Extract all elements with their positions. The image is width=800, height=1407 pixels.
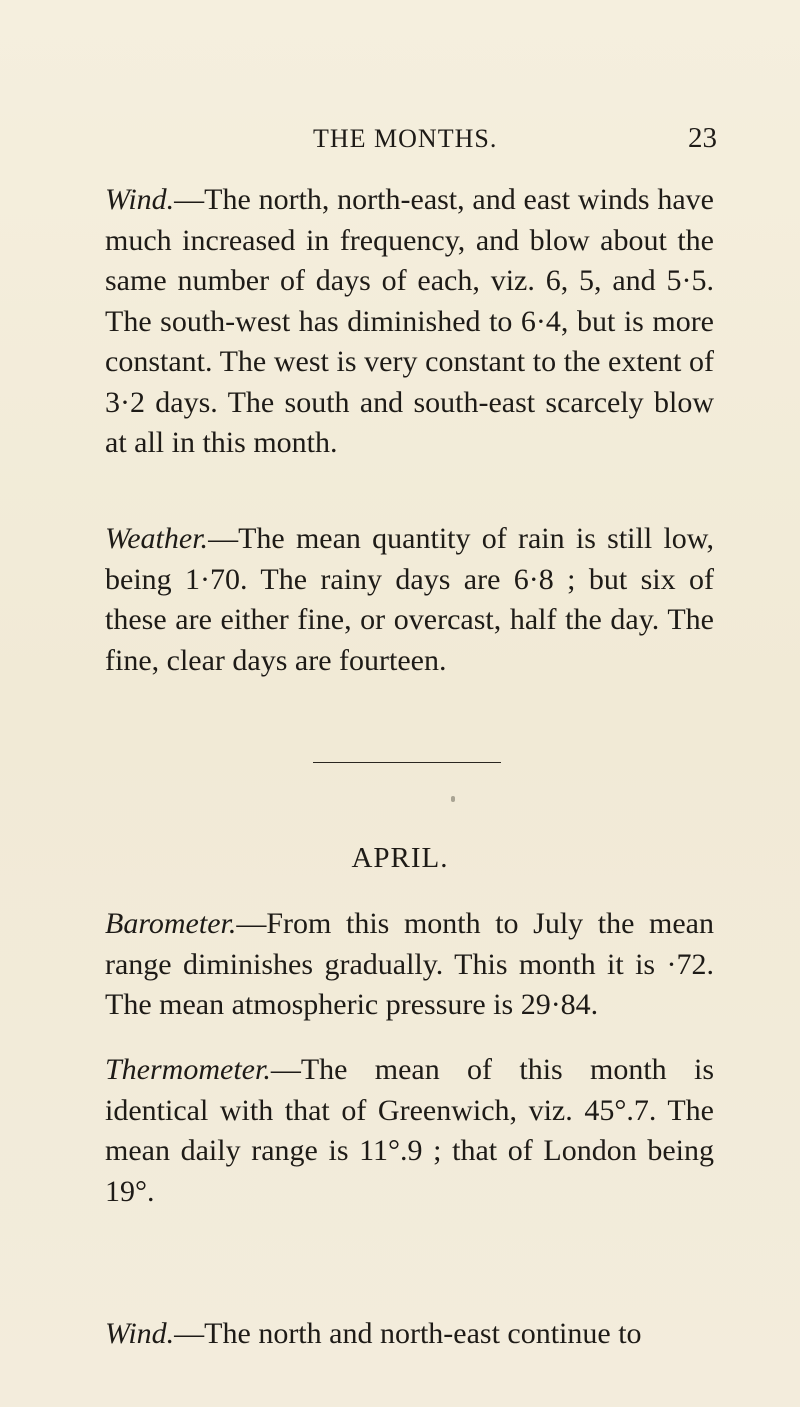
paragraph-text: —The mean quantity of rain is still low, being 1·70. The rainy days are 6·8 ; but six of these are either fine, or overcast, half the day. The fine, clear days are fourteen.	[105, 522, 714, 677]
paragraph-text: —The north, north-east, and east winds have much increased in frequency, and blow about the same number of days of each, viz. 6, 5, and 5·5. The south-west has diminished to 6·4, but is more constant. The west is very constant to the extent of 3·2 days. The south and south-east scarcely blow at all in this month.	[105, 183, 714, 459]
section-heading-april: APRIL.	[351, 842, 449, 874]
paragraph-heading: Thermometer.	[105, 1053, 271, 1086]
wind-paragraph-march	[105, 180, 714, 464]
paragraph-text: —From this month to July the mean range diminishes gradually. This month it is ·72. The mean atmospheric pressure is 29·84.	[105, 907, 714, 1021]
thermometer-paragraph	[105, 1050, 714, 1212]
paragraph-heading: Barometer.	[105, 907, 237, 940]
paragraph-heading: Weather.	[105, 522, 209, 555]
paragraph-heading: Wind.	[105, 183, 175, 216]
page-number: 23	[688, 122, 717, 154]
paragraph-text: —The mean of this month is identical with that of Greenwich, viz. 45°.7. The mean daily range is 11°.9 ; that of London being 19°.	[105, 1053, 714, 1208]
running-head	[0, 124, 800, 164]
running-head-title: THE MONTHS.	[313, 124, 498, 153]
barometer-paragraph	[105, 904, 714, 1026]
wind-paragraph-april	[105, 1314, 714, 1355]
ink-speck	[451, 796, 455, 802]
paragraph-heading: Wind.	[105, 1317, 175, 1350]
section-divider	[313, 762, 501, 763]
weather-paragraph	[105, 519, 714, 681]
paragraph-text: —The north and north-east continue to	[174, 1317, 642, 1350]
